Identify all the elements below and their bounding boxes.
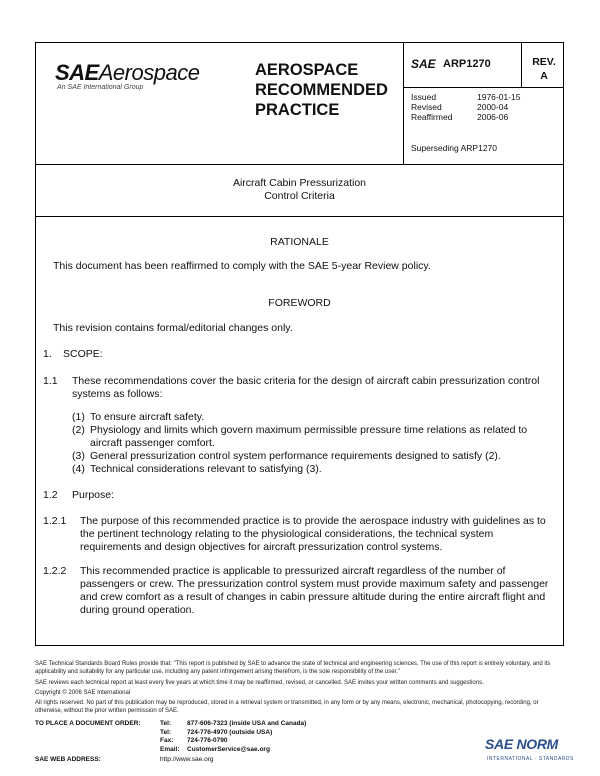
rev-vertical-divider — [521, 42, 522, 88]
list-item-1-text: To ensure aircraft safety. — [90, 411, 205, 423]
rationale-heading: RATIONALE — [270, 236, 329, 248]
footer-copyright: Copyright © 2006 SAE International — [35, 690, 131, 696]
section-1-title: SCOPE: — [63, 348, 103, 360]
document-title: Aircraft Cabin Pressurization Control Criteria — [232, 177, 367, 202]
section-1-2-title: Purpose: — [72, 489, 115, 501]
header-vertical-divider — [403, 42, 404, 164]
superseding-note: Superseding ARP1270 — [411, 143, 498, 153]
list-item-3-number: (3) — [72, 450, 85, 462]
section-1-2-2-text: This recommended practice is applicable to pressurized aircraft regardless of the number of passengers or crew. The pressurization control system must provide maximum safety and passenger and crew comfort as a result of changes in cabin pressure altitude during the entire aircraft flight and during ground operation. — [80, 565, 549, 616]
list-item-2-text: Physiology and limits which govern maximum permissible pressure time relations as related to aircraft passenger comfort. — [90, 424, 528, 449]
document-frame — [35, 42, 564, 646]
section-1-2-number: 1.2 — [43, 489, 58, 501]
sae-mark: SAE — [411, 57, 436, 71]
sae-norm-watermark: SAE NORM — [485, 736, 559, 752]
document-dates: Issued 1976-01-15 Revised 2000-04 Reaffirmed 2006-06 — [411, 92, 521, 122]
email-link[interactable]: CustomerService@sae.org — [187, 745, 270, 753]
logo-subtitle: An SAE International Group — [57, 84, 144, 91]
revision-box: REV. A — [532, 56, 556, 82]
web-link[interactable]: http://www.sae.org — [160, 756, 214, 763]
foreword-heading: FOREWORD — [268, 297, 331, 309]
document-number: ARP1270 — [443, 58, 491, 70]
title-divider — [35, 216, 564, 217]
foreword-text: This revision contains formal/editorial changes only. — [53, 322, 293, 334]
footer-rules: SAE Technical Standards Board Rules provide that: "This report is published by SAE to advance the state of technical and engineering sciences. The use of this report is entirely voluntary, and its applicability and suitability for any particular use, including any patent infringement arising therefrom, is the sole responsibility of the user." — [35, 661, 551, 675]
section-1-number: 1. — [43, 348, 52, 360]
rev-bottom-divider — [403, 87, 564, 88]
section-1-2-2-number: 1.2.2 — [43, 565, 67, 577]
order-contact: TO PLACE A DOCUMENT ORDER: Tel: 877-606-7323 (inside USA and Canada) Tel: 724-776-4970 (outside USA) Fax: 724-776-0790 Email: CustomerService@sae.org — [35, 720, 307, 753]
section-1-2-1-number: 1.2.1 — [43, 515, 67, 527]
sae-aerospace-logo: SAEAerospace — [55, 60, 200, 85]
list-item-1-number: (1) — [72, 411, 85, 423]
footer-rights: All rights reserved. No part of this publication may be reproduced, stored in a retrieval system or transmitted, in any form or by any means, electronic, mechanical, photocopying, recording, or otherwise, without the prior written permission of SAE. — [35, 700, 539, 714]
document-type-title: AEROSPACE RECOMMENDED PRACTICE — [255, 61, 388, 119]
list-item-2-number: (2) — [72, 424, 85, 436]
list-item-4-text: Technical considerations relevant to satisfying (3). — [90, 463, 322, 475]
section-1-2-1-text: The purpose of this recommended practice is to provide the aerospace industry with guidelines as to the pertinent technology relating to the physiological considerations, the technical system requirements and design objectives for aircraft pressurization control systems. — [80, 515, 546, 553]
list-item-4-number: (4) — [72, 463, 85, 475]
web-address: SAE WEB ADDRESS: http://www.sae.org — [35, 756, 214, 763]
rationale-text: This document has been reaffirmed to comply with the SAE 5-year Review policy. — [53, 260, 431, 272]
header-divider — [35, 164, 564, 165]
section-1-1-text: These recommendations cover the basic criteria for the design of aircraft cabin pressurization control systems as follows: — [72, 375, 540, 400]
watermark-subtitle: INTERNATIONAL · STANDARDS — [487, 756, 574, 762]
list-item-3-text: General pressurization control system performance requirements designed to satisfy (2). — [90, 450, 501, 462]
footer-review: SAE reviews each technical report at least every five years at which time it may be reaffirmed, revised, or cancelled. SAE invites your written comments and suggestions. — [35, 680, 484, 686]
section-1-1-number: 1.1 — [43, 375, 58, 387]
